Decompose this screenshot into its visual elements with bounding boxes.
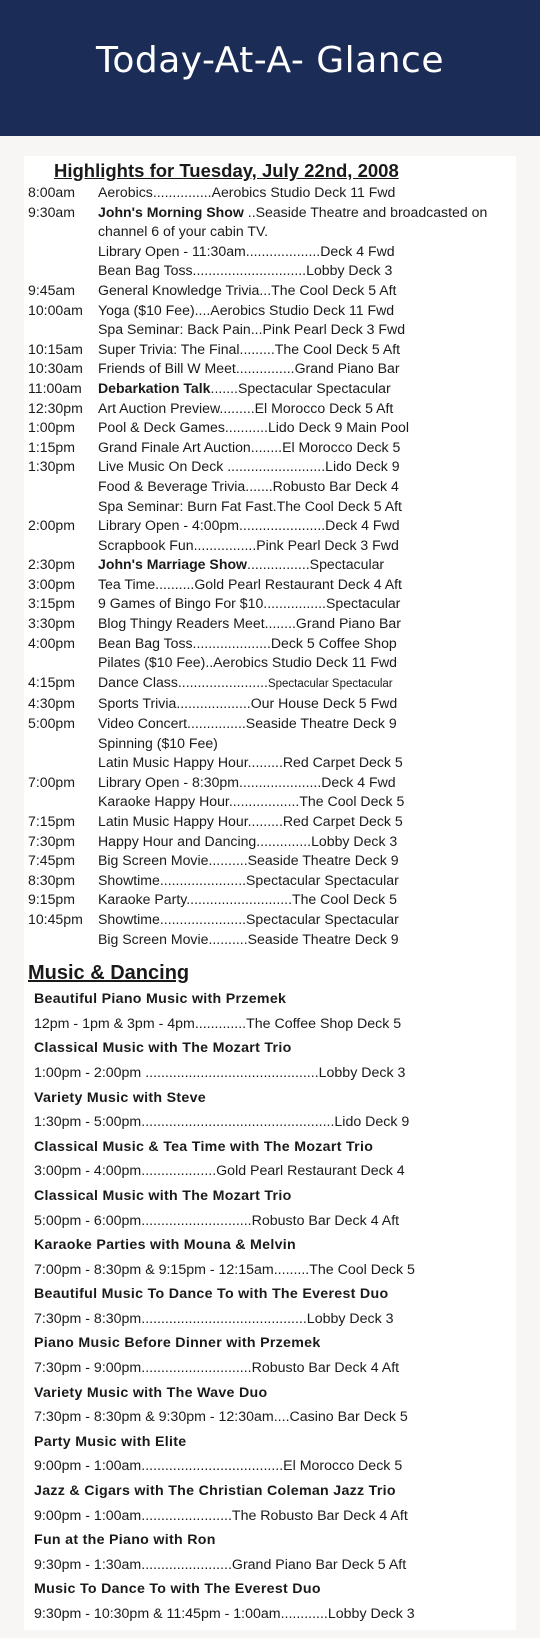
- event-text: ................Spectacular: [247, 556, 385, 573]
- music-act-name: Music To Dance To with The Everest Duo: [34, 1581, 321, 1598]
- schedule-event: [98, 555, 504, 575]
- schedule-event: [98, 399, 504, 419]
- schedule-event: [98, 242, 504, 262]
- schedule-row: [28, 930, 516, 950]
- schedule-event: [98, 871, 504, 891]
- music-list: [34, 987, 516, 1626]
- event-text: Yoga ($10 Fee)....Aerobics Studio Deck 11 Fwd: [98, 301, 395, 318]
- music-act-time-location: 5:00pm - 6:00pm............................Robusto Bar Deck 4 Aft: [34, 1212, 400, 1229]
- event-text: Super Trivia: The Final.........The Cool Deck 5 Aft: [98, 340, 401, 357]
- event-text: Aerobics...............Aerobics Studio Deck 11 Fwd: [98, 184, 396, 200]
- schedule-row: [28, 890, 516, 910]
- schedule-time: 3:30pm: [28, 615, 76, 632]
- event-text: Blog Thingy Readers Meet........Grand Piano Bar: [98, 615, 401, 632]
- schedule-time: 10:00am: [28, 301, 83, 318]
- schedule-event: [98, 281, 504, 301]
- schedule-time: 9:45am: [28, 281, 76, 298]
- schedule-row: [28, 438, 516, 458]
- schedule-time: 7:45pm: [28, 852, 76, 869]
- music-act-name: Classical Music & Tea Time with The Mozart Trio: [34, 1138, 374, 1155]
- schedule-row: [28, 457, 516, 477]
- schedule-time: 7:15pm: [28, 813, 76, 829]
- schedule-row: [28, 359, 516, 379]
- music-act-time-location: 9:00pm - 1:00am....................................El Morocco Deck 5: [34, 1458, 403, 1475]
- schedule-time: 4:00pm: [28, 634, 76, 651]
- event-text: Grand Finale Art Auction........El Morocco Deck 5: [98, 438, 401, 455]
- schedule-event: [98, 516, 504, 536]
- schedule-row: [28, 555, 516, 575]
- schedule-row: [28, 575, 516, 595]
- event-text: Scrapbook Fun................Pink Pearl Deck 3 Fwd: [98, 536, 399, 553]
- event-text: Big Screen Movie..........Seaside Theatre Deck 9: [98, 852, 399, 869]
- schedule-time: [28, 653, 98, 673]
- event-text: Karaoke Happy Hour..................The Cool Deck 5: [98, 793, 405, 810]
- schedule-event: [98, 359, 504, 379]
- schedule-event: [98, 301, 504, 321]
- schedule-row: [28, 320, 516, 340]
- music-act-time-location: 7:30pm - 8:30pm..........................................Lobby Deck 3: [34, 1310, 394, 1327]
- event-text: Pilates ($10 Fee)..Aerobics Studio Deck 11 Fwd: [98, 654, 397, 671]
- schedule-row: [28, 301, 516, 321]
- schedule-event: [98, 418, 504, 438]
- event-highlight: Debarkation Talk: [98, 379, 211, 396]
- event-text: Pool & Deck Games...........Lido Deck 9 Main Pool: [98, 419, 409, 436]
- schedule-event: [98, 930, 504, 950]
- schedule-time: 3:00pm: [28, 575, 76, 592]
- schedule-time: 7:30pm: [28, 832, 76, 849]
- event-text: Dance Class.......................: [98, 673, 268, 690]
- event-text: Tea Time..........Gold Pearl Restaurant Deck 4 Aft: [98, 575, 402, 592]
- event-highlight: John's Marriage Show: [98, 556, 248, 573]
- schedule-row: [28, 399, 516, 419]
- schedule-time: 8:00am: [28, 184, 76, 200]
- header-banner: [0, 0, 540, 136]
- schedule-time: 9:15pm: [28, 891, 76, 908]
- schedule-row: [28, 773, 516, 793]
- schedule-event: [98, 734, 504, 754]
- schedule-time: 11:00am: [28, 379, 82, 396]
- schedule-time: 10:30am: [28, 360, 83, 377]
- schedule-event: [98, 497, 504, 517]
- music-act-name: Variety Music with The Wave Duo: [34, 1384, 268, 1401]
- schedule-time: 4:15pm: [28, 673, 76, 690]
- schedule-time: [28, 497, 98, 517]
- event-text: Library Open - 11:30am...................Deck 4 Fwd: [98, 242, 395, 259]
- schedule-event: [98, 851, 504, 871]
- event-text: Bean Bag Toss....................Deck 5 Coffee Shop: [98, 634, 397, 651]
- schedule-row: [28, 871, 516, 891]
- music-act-time-location: 3:00pm - 4:00pm...................Gold Pearl Restaurant Deck 4: [34, 1163, 405, 1180]
- schedule-time: [28, 242, 98, 262]
- schedule-event: [98, 183, 504, 203]
- schedule-event: [98, 890, 504, 910]
- music-act-name: Party Music with Elite: [34, 1433, 187, 1450]
- schedule-event: [98, 340, 504, 360]
- schedule-row: [28, 183, 516, 203]
- schedule-row: [28, 516, 516, 536]
- schedule-row: [28, 694, 516, 714]
- music-act-time-location: 1:00pm - 2:00pm ............................................Lobby Deck 3: [34, 1064, 406, 1081]
- schedule-time: 5:00pm: [28, 715, 76, 732]
- schedule-row: [28, 832, 516, 852]
- event-text: Friends of Bill W Meet...............Grand Piano Bar: [98, 360, 400, 377]
- schedule-row: [28, 418, 516, 438]
- event-text: .......Spectacular Spectacular: [210, 379, 391, 396]
- schedule-event: [98, 812, 504, 832]
- music-act-time-location: 7:30pm - 9:00pm............................Robusto Bar Deck 4 Aft: [34, 1360, 400, 1377]
- music-act-time-location: 1:30pm - 5:00pm.................................................Lido Deck 9: [34, 1114, 410, 1131]
- music-act-time-location: 9:30pm - 1:30am.......................Grand Piano Bar Deck 5 Aft: [34, 1556, 407, 1573]
- event-text: Spa Seminar: Back Pain...Pink Pearl Deck 3 Fwd: [98, 321, 406, 338]
- music-act-name: Piano Music Before Dinner with Przemek: [34, 1335, 321, 1352]
- event-text: Video Concert...............Seaside Theatre Deck 9: [98, 715, 397, 732]
- schedule-row: [28, 851, 516, 871]
- highlights-schedule: [28, 183, 516, 949]
- schedule-time: [28, 320, 98, 340]
- music-act-name: Jazz & Cigars with The Christian Coleman Jazz Trio: [34, 1483, 396, 1500]
- music-act-time-location: 9:30pm - 10:30pm & 11:45pm - 1:00am............Lobby Deck 3: [34, 1606, 415, 1622]
- event-text: Showtime......................Spectacular Spectacular: [98, 871, 399, 888]
- music-act-name: Karaoke Parties with Mouna & Melvin: [34, 1237, 296, 1254]
- music-act-name: Fun at the Piano with Ron: [34, 1532, 216, 1549]
- schedule-event: [98, 614, 504, 634]
- schedule-time: 10:15am: [28, 340, 83, 357]
- schedule-event: [98, 753, 504, 773]
- schedule-event: [98, 320, 504, 340]
- event-highlight: John's Morning Show: [98, 203, 244, 220]
- event-text: Latin Music Happy Hour.........Red Carpet Deck 5: [98, 754, 403, 771]
- event-text: Art Auction Preview.........El Morocco Deck 5 Aft: [98, 399, 394, 416]
- schedule-event: [98, 477, 504, 497]
- schedule-time: 1:30pm: [28, 458, 76, 475]
- schedule-event: [98, 575, 504, 595]
- schedule-time: [28, 930, 98, 950]
- schedule-time: 4:30pm: [28, 695, 76, 712]
- schedule-time: [28, 261, 98, 281]
- event-text: Big Screen Movie..........Seaside Theatre Deck 9: [98, 930, 399, 947]
- schedule-event: [98, 694, 504, 714]
- event-text: Food & Beverage Trivia.......Robusto Bar Deck 4: [98, 477, 399, 494]
- schedule-event: [98, 832, 504, 852]
- event-text: 9 Games of Bingo For $10................Spectacular: [98, 595, 401, 612]
- schedule-event: [98, 536, 504, 556]
- event-text: Latin Music Happy Hour.........Red Carpet Deck 5: [98, 813, 403, 829]
- schedule-event: [98, 910, 504, 930]
- schedule-row: [28, 812, 516, 832]
- event-text: Spinning ($10 Fee): [98, 734, 218, 751]
- schedule-event: [98, 203, 504, 242]
- schedule-row: [28, 634, 516, 654]
- event-text: Live Music On Deck .........................Lido Deck 9: [98, 458, 400, 475]
- schedule-event: [98, 438, 504, 458]
- page-title: Today-At-A- Glance: [96, 40, 444, 81]
- schedule-time: 2:30pm: [28, 556, 76, 573]
- event-text: ..Seaside Theatre and broadcasted on channel 6 of your cabin TV.: [98, 203, 488, 240]
- music-act-time-location: 7:00pm - 8:30pm & 9:15pm - 12:15am.........The Cool Deck 5: [34, 1261, 415, 1278]
- schedule-row: [28, 673, 516, 695]
- schedule-row: [28, 340, 516, 360]
- schedule-time: 10:45pm: [28, 910, 83, 927]
- schedule-row: [28, 536, 516, 556]
- schedule-row: [28, 203, 516, 242]
- schedule-time: 1:00pm: [28, 419, 76, 436]
- schedule-event: [98, 653, 504, 673]
- schedule-time: 3:15pm: [28, 595, 76, 612]
- music-act-name: Beautiful Piano Music with Przemek: [34, 991, 287, 1008]
- schedule-time: [28, 792, 98, 812]
- schedule-row: [28, 379, 516, 399]
- music-act-time-location: 7:30pm - 8:30pm & 9:30pm - 12:30am....Casino Bar Deck 5: [34, 1409, 408, 1426]
- schedule-row: [28, 753, 516, 773]
- schedule-time: 12:30pm: [28, 399, 83, 416]
- schedule-time: 7:00pm: [28, 773, 76, 790]
- event-text: Library Open - 4:00pm......................Deck 4 Fwd: [98, 517, 400, 534]
- schedule-time: 1:15pm: [28, 438, 76, 455]
- schedule-card: [24, 156, 516, 1630]
- schedule-time: [28, 734, 98, 754]
- music-act-name: Classical Music with The Mozart Trio: [34, 1040, 292, 1057]
- event-text: Happy Hour and Dancing..............Lobby Deck 3: [98, 832, 398, 849]
- schedule-event: [98, 594, 504, 614]
- schedule-row: [28, 497, 516, 517]
- schedule-event: [98, 261, 504, 281]
- event-text: Sports Trivia...................Our House Deck 5 Fwd: [98, 695, 398, 712]
- schedule-row: [28, 281, 516, 301]
- schedule-event: [98, 379, 504, 399]
- event-text: Library Open - 8:30pm.....................Deck 4 Fwd: [98, 773, 396, 790]
- schedule-row: [28, 261, 516, 281]
- schedule-time: [28, 753, 98, 773]
- schedule-row: [28, 653, 516, 673]
- schedule-row: [28, 714, 516, 734]
- music-act-time-location: 12pm - 1pm & 3pm - 4pm.............The Coffee Shop Deck 5: [34, 1015, 402, 1032]
- schedule-event: [98, 673, 504, 695]
- music-act-name: Classical Music with The Mozart Trio: [34, 1187, 292, 1204]
- event-text: Spa Seminar: Burn Fat Fast.The Cool Deck 5 Aft: [98, 497, 402, 514]
- schedule-event: [98, 773, 504, 793]
- schedule-event: [98, 714, 504, 734]
- schedule-row: [28, 614, 516, 634]
- event-text: Karaoke Party...........................The Cool Deck 5: [98, 891, 397, 908]
- schedule-row: [28, 594, 516, 614]
- music-act-name: Variety Music with Steve: [34, 1089, 206, 1106]
- schedule-event: [98, 457, 504, 477]
- music-dancing-title: Music & Dancing: [28, 962, 190, 985]
- schedule-time: [28, 477, 98, 497]
- music-act-time-location: 9:00pm - 1:00am.......................The Robusto Bar Deck 4 Aft: [34, 1507, 408, 1524]
- event-text: General Knowledge Trivia...The Cool Deck 5 Aft: [98, 281, 397, 298]
- schedule-row: [28, 734, 516, 754]
- schedule-row: [28, 792, 516, 812]
- event-text: Bean Bag Toss.............................Lobby Deck 3: [98, 262, 393, 279]
- event-text: Showtime......................Spectacular Spectacular: [98, 910, 399, 927]
- schedule-row: [28, 242, 516, 262]
- event-location-small: Spectacular Spectacular: [267, 677, 393, 690]
- music-act-name: Beautiful Music To Dance To with The Everest Duo: [34, 1286, 389, 1303]
- schedule-time: 2:00pm: [28, 517, 76, 534]
- highlights-title: Highlights for Tuesday, July 22nd, 2008: [54, 160, 399, 181]
- schedule-event: [98, 792, 504, 812]
- schedule-time: 8:30pm: [28, 871, 76, 888]
- schedule-time: 9:30am: [28, 203, 76, 220]
- schedule-time: [28, 536, 98, 556]
- schedule-row: [28, 477, 516, 497]
- schedule-event: [98, 634, 504, 654]
- schedule-row: [28, 910, 516, 930]
